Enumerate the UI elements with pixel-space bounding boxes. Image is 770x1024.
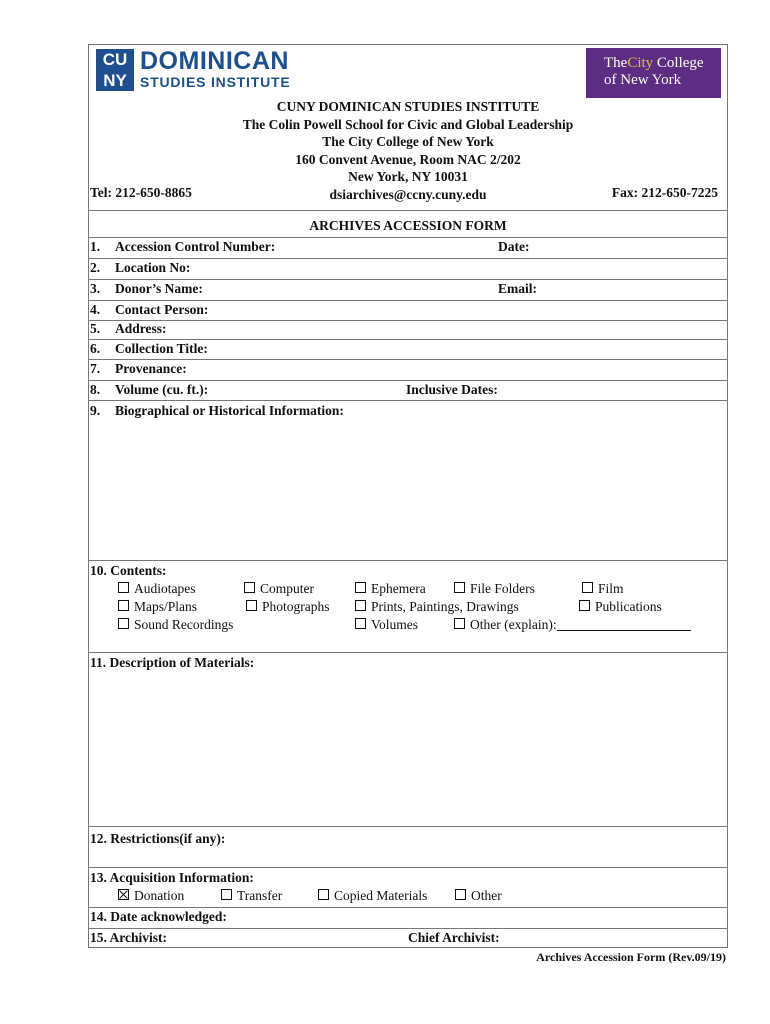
checkbox-label: Donation [134,888,185,903]
checkbox-icon [118,600,129,611]
header-line5: New York, NY 10031 [348,169,468,184]
cuny-mark-top: CU [102,50,128,69]
checkbox-icon [221,889,232,900]
divider [88,380,728,381]
field-label: Biographical or Historical Information: [115,403,344,418]
field-location-no[interactable] [90,260,190,276]
checkbox-label: Volumes [371,617,419,632]
field-number: 4. [90,302,101,317]
fax: Fax: 212-650-7225 [611,185,718,200]
checkbox-audiotapes[interactable] [118,581,196,597]
field-label: Accession Control Number: [115,239,276,254]
field-accession-control-number[interactable] [90,239,275,255]
divider [88,300,728,301]
checkbox-label: Maps/Plans [134,599,198,614]
form-frame [88,44,728,948]
divider [88,237,728,238]
checkbox-icon [118,582,129,593]
header-line4: 160 Convent Avenue, Room NAC 2/202 [295,151,521,167]
checkbox-label: Prints, Paintings, Drawings [371,599,519,614]
checkbox-icon [454,582,465,593]
checkbox-file-folders[interactable] [454,581,535,597]
checkbox-ephemera[interactable] [355,581,426,597]
checked-checkbox-icon [118,889,129,900]
checkbox-label: Copied Materials [334,888,428,903]
checkbox-icon [355,618,366,629]
field-label: Location No: [115,260,191,275]
form-title: ARCHIVES ACCESSION FORM [309,218,507,233]
field-collection-title[interactable] [90,341,208,357]
checkbox-icon [579,600,590,611]
divider [88,339,728,340]
divider [88,359,728,360]
ccny-city: City [627,55,654,71]
field-number: 5. [90,321,101,336]
checkbox-label: Other (explain): [470,617,557,632]
checkbox-label: Film [598,581,624,596]
field-number: 8. [90,382,101,397]
checkbox-label: Publications [595,599,662,614]
ccny-line2: of New York [604,72,682,88]
divider [88,400,728,401]
field-number: 3. [90,281,101,296]
checkbox-label: File Folders [470,581,535,596]
checkbox-icon [454,618,465,629]
header-line2: The Colin Powell School for Civic and Global Leadership [242,116,574,132]
checkbox-photographs[interactable] [246,599,330,615]
field-number: 7. [90,361,101,376]
field-provenance[interactable] [90,361,187,377]
checkbox-volumes[interactable] [355,617,418,633]
field-email[interactable]: Email: [498,281,537,296]
dsi-wordmark-line1: DOMINICAN [140,47,289,75]
field-label: Provenance: [115,361,187,376]
other-explain-input[interactable] [557,618,691,631]
field-chief-archivist[interactable]: Chief Archivist: [408,930,500,945]
checkbox-prints-paintings-drawings[interactable] [355,599,519,615]
field-number: 2. [90,260,101,275]
divider [88,258,728,259]
field-number: 9. [90,403,101,418]
field-date[interactable]: Date: [498,239,530,254]
dsi-wordmark-line2: STUDIES INSTITUTE [140,74,291,90]
cuny-mark-bottom: NY [103,71,127,90]
checkbox-label: Ephemera [371,581,426,596]
form-revision-footer: Archives Accession Form (Rev.09/19) [536,950,726,964]
field-inclusive-dates[interactable]: Inclusive Dates: [406,382,498,397]
field-label: Collection Title: [115,341,208,356]
checkbox-icon [582,582,593,593]
checkbox-icon [244,582,255,593]
checkbox-sound-recordings[interactable] [118,617,233,633]
checkbox-icon [355,582,366,593]
checkbox-label: Photographs [262,599,330,614]
divider [88,210,728,211]
divider [88,560,728,561]
divider [88,652,728,653]
field-restrictions[interactable]: 12. Restrictions(if any): [90,831,226,846]
field-archivist[interactable]: 15. Archivist: [90,930,167,945]
field-contents: 10. Contents: [90,563,167,578]
field-volume[interactable] [90,382,208,398]
checkbox-maps-plans[interactable] [118,599,197,615]
checkbox-copied-materials[interactable] [318,888,427,904]
field-number: 6. [90,341,101,356]
field-acquisition-information: 13. Acquisition Information: [90,870,254,885]
checkbox-icon [355,600,366,611]
field-label: Donor’s Name: [115,281,203,296]
header-email: dsiarchives@ccny.cuny.edu [329,186,487,202]
checkbox-computer[interactable] [244,581,314,597]
checkbox-icon [246,600,257,611]
divider [88,826,728,827]
field-label: Address: [115,321,167,336]
telephone: Tel: 212-650-8865 [90,185,192,200]
divider [88,279,728,280]
divider [88,928,728,929]
checkbox-icon [318,889,329,900]
checkbox-label: Audiotapes [134,581,196,596]
checkbox-other-explain[interactable] [454,617,691,633]
field-contact-person[interactable] [90,302,208,318]
checkbox-label: Sound Recordings [134,617,234,632]
header-line3: The City College of New York [322,134,494,149]
checkbox-transfer[interactable] [221,888,282,904]
checkbox-label: Computer [260,581,314,596]
checkbox-icon [118,618,129,629]
checkbox-donation[interactable] [118,888,184,904]
checkbox-other[interactable] [455,888,502,904]
header-line1: CUNY DOMINICAN STUDIES INSTITUTE [276,99,540,114]
checkbox-publications[interactable] [579,599,662,615]
checkbox-label: Other [471,888,502,903]
divider [88,907,728,908]
field-number: 1. [90,239,101,254]
field-biographical-info[interactable] [90,403,344,419]
ccny-the: The [604,55,628,71]
field-label: Contact Person: [115,302,209,317]
ccny-college: College [656,55,704,71]
checkbox-icon [455,889,466,900]
field-label: Volume (cu. ft.): [115,382,209,397]
divider [88,867,728,868]
field-description-of-materials[interactable]: 11. Description of Materials: [90,655,255,670]
checkbox-film[interactable] [582,581,624,597]
checkbox-label: Transfer [237,888,283,903]
divider [88,320,728,321]
field-address[interactable] [90,321,167,337]
field-donors-name[interactable] [90,281,203,297]
field-date-acknowledged[interactable]: 14. Date acknowledged: [90,909,227,924]
